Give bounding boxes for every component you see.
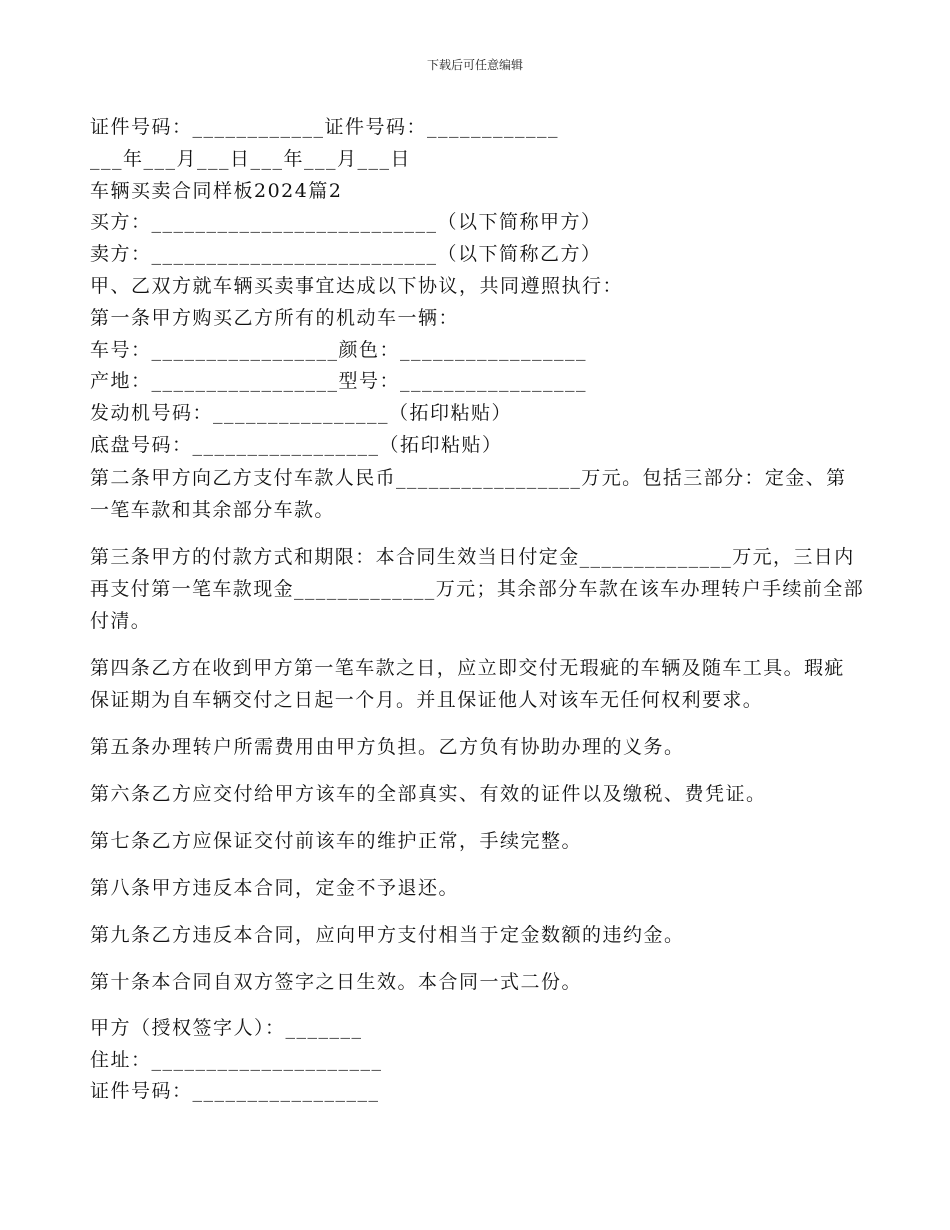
- party-a-signature: 甲方（授权签字人）：_______: [90, 1016, 363, 1039]
- seller-line: 卖方：__________________________（以下简称乙方）: [90, 243, 602, 266]
- signature-id-number: 证件号码：_________________: [90, 1080, 380, 1103]
- article-3: 第三条甲方的付款方式和期限：本合同生效当日付定金______________万元，三日内再支付第一笔车款现金_____________万元；其余部分车款在该车办理转户手续前全部付清。: [90, 545, 865, 632]
- dates-line: ___年___月___日___年___月___日: [90, 147, 412, 170]
- page-header: 下载后可任意编辑: [426, 58, 523, 72]
- article-9: 第九条乙方违反本合同，应向甲方支付相当于定金数额的违约金。: [90, 923, 685, 946]
- buyer-line: 买方：__________________________（以下简称甲方）: [90, 211, 602, 234]
- plate-color-line: 车号：_________________颜色：_________________: [90, 338, 588, 361]
- address-line: 住址：_____________________: [90, 1048, 383, 1071]
- origin-model-line: 产地：_________________型号：_________________: [90, 370, 588, 393]
- contract-body: [90, 112, 865, 1108]
- article-1: 第一条甲方购买乙方所有的机动车一辆：: [90, 306, 460, 329]
- intro-line: 甲、乙双方就车辆买卖事宜达成以下协议，共同遵照执行：: [90, 274, 624, 297]
- contract-title: 车辆买卖合同样板2024篇2: [90, 179, 343, 202]
- article-8: 第八条甲方违反本合同，定金不予退还。: [90, 876, 460, 899]
- article-4: 第四条乙方在收到甲方第一笔车款之日，应立即交付无瑕疵的车辆及随车工具。瑕疵保证期为自车辆交付之日起一个月。并且保证他人对该车无任何权利要求。: [90, 656, 845, 711]
- article-6: 第六条乙方应交付给甲方该车的全部真实、有效的证件以及缴税、费凭证。: [90, 782, 767, 805]
- id-numbers-line: 证件号码：____________证件号码：____________: [90, 116, 560, 138]
- article-7: 第七条乙方应保证交付前该车的维护正常，手续完整。: [90, 829, 583, 852]
- article-10: 第十条本合同自双方签字之日生效。本合同一式二份。: [90, 970, 583, 993]
- engine-number-line: 发动机号码：________________（拓印粘贴）: [90, 402, 513, 425]
- article-5: 第五条办理转户所需费用由甲方负担。乙方负有协助办理的义务。: [90, 735, 685, 758]
- chassis-number-line: 底盘号码：_________________（拓印粘贴）: [90, 433, 503, 456]
- article-2: 第二条甲方向乙方支付车款人民币_________________万元。包括三部分：定金、第一笔车款和其余部分车款。: [90, 466, 847, 521]
